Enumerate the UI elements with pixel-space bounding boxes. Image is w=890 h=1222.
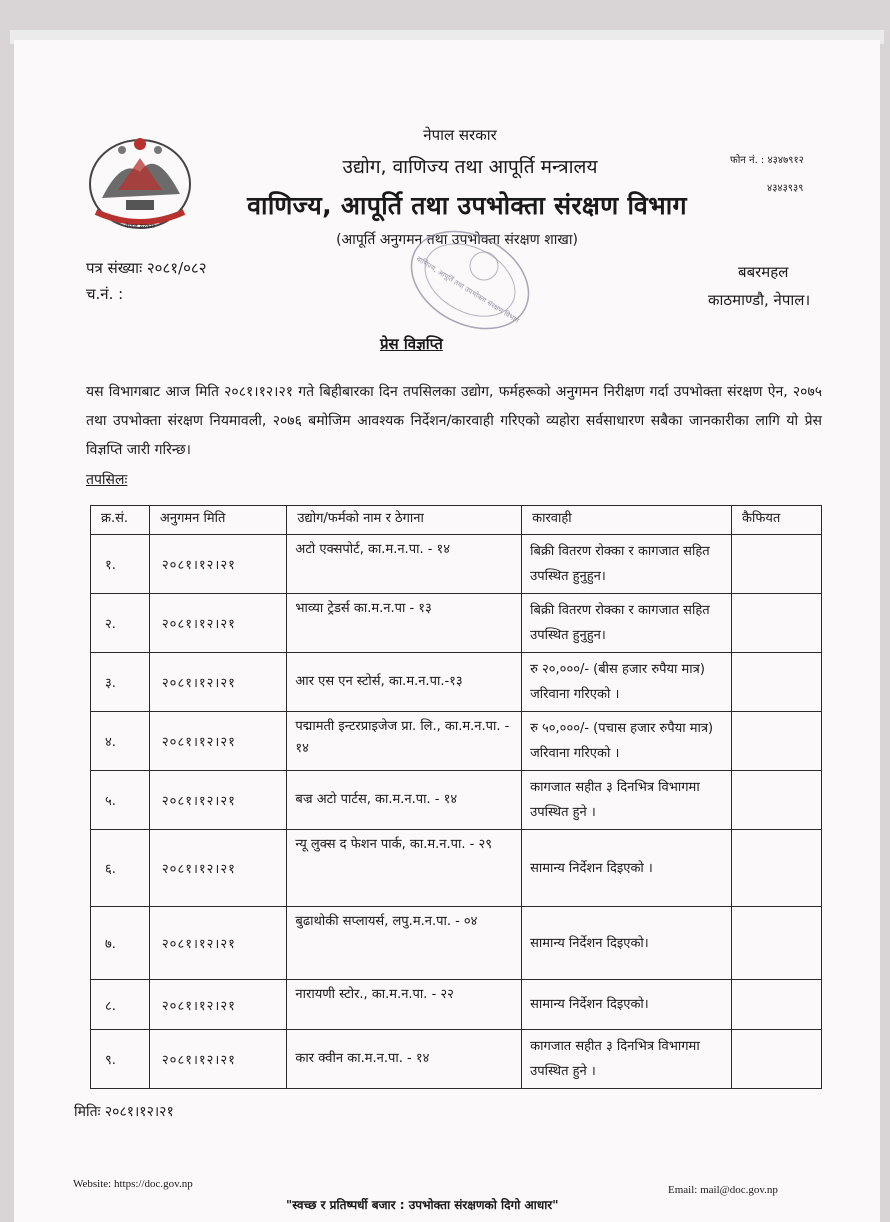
ministry-name: उद्योग, वाणिज्य तथा आपूर्ति मन्त्रालय <box>342 156 598 178</box>
row-firm-name: अटो एक्सपोर्ट, का.म.न.पा. - १४ <box>287 535 522 594</box>
row-action: सामान्य निर्देशन दिइएको । <box>522 830 732 907</box>
column-header-sn: क्र.सं. <box>91 506 150 535</box>
table-header-row <box>91 506 822 535</box>
table-row <box>91 535 822 594</box>
row-remarks <box>732 907 822 980</box>
row-sn: ४. <box>91 712 150 771</box>
emblem-text: नेपाल सरकार <box>125 223 155 230</box>
nepal-emblem-icon <box>82 128 198 232</box>
row-action: कागजात सहीत ३ दिनभित्र विभागमा उपस्थित हुने । <box>522 1030 732 1089</box>
issue-date: मितिः २०८१।१२।२१ <box>74 1104 174 1120</box>
row-action: सामान्य निर्देशन दिइएको। <box>522 907 732 980</box>
table-row <box>91 830 822 907</box>
row-firm-name: कार क्वीन का.म.न.पा. - १४ <box>287 1030 522 1089</box>
table-row <box>91 907 822 980</box>
phone-number-2: ४३४३९३९ <box>767 183 804 194</box>
row-sn: १. <box>91 535 150 594</box>
row-remarks <box>732 980 822 1030</box>
row-action: रु २०,०००/- (बीस हजार रुपैया मात्र) जरिवाना गरिएको । <box>522 653 732 712</box>
column-header-name: उद्योग/फर्मको नाम र ठेगाना <box>287 506 522 535</box>
row-date: २०८१।१२।२१ <box>149 980 287 1030</box>
dispatch-number: च.नं. : <box>86 285 124 303</box>
table-row <box>91 712 822 771</box>
row-firm-name: न्यू लुक्स द फेशन पार्क, का.म.न.पा. - २९ <box>287 830 522 907</box>
row-date: २०८१।१२।२१ <box>149 830 287 907</box>
row-date: २०८१।१२।२१ <box>149 1030 287 1089</box>
row-remarks <box>732 535 822 594</box>
row-sn: ८. <box>91 980 150 1030</box>
row-remarks <box>732 653 822 712</box>
table-row <box>91 771 822 830</box>
row-firm-name: आर एस एन स्टोर्स, का.म.न.पा.-१३ <box>287 653 522 712</box>
row-action: सामान्य निर्देशन दिइएको। <box>522 980 732 1030</box>
row-remarks <box>732 594 822 653</box>
inspection-table <box>90 505 822 1089</box>
table-row <box>91 980 822 1030</box>
row-date: २०८१।१२।२१ <box>149 771 287 830</box>
row-action: बिक्री वितरण रोक्का र कागजात सहित उपस्थित हुनुहुन। <box>522 594 732 653</box>
department-stamp-icon <box>398 230 538 340</box>
row-sn: ३. <box>91 653 150 712</box>
location-line-1: बबरमहल <box>738 263 789 281</box>
row-sn: ९. <box>91 1030 150 1089</box>
row-firm-name: पद्मामती इन्टरप्राइजेज प्रा. लि., का.म.न.पा. - १४ <box>287 712 522 771</box>
row-sn: ५. <box>91 771 150 830</box>
table-row <box>91 653 822 712</box>
column-header-date: अनुगमन मिति <box>149 506 287 535</box>
phone-number-1: फोन नं. : ४३४७९१२ <box>730 155 804 166</box>
row-date: २०८१।१२।२१ <box>149 907 287 980</box>
row-action: कागजात सहीत ३ दिनभित्र विभागमा उपस्थित हुने । <box>522 771 732 830</box>
row-sn: ६. <box>91 830 150 907</box>
row-remarks <box>732 830 822 907</box>
row-date: २०८१।१२।२१ <box>149 594 287 653</box>
department-name: वाणिज्य, आपूर्ति तथा उपभोक्ता संरक्षण विभाग <box>247 191 687 220</box>
row-date: २०८१।१२।२१ <box>149 712 287 771</box>
column-header-remarks: कैफियत <box>732 506 822 535</box>
details-label: तपसिलः <box>86 472 128 488</box>
notice-title: प्रेस विज्ञप्ति <box>380 335 443 353</box>
row-remarks <box>732 712 822 771</box>
row-firm-name: नारायणी स्टोर., का.म.न.पा. - २२ <box>287 980 522 1030</box>
government-name: नेपाल सरकार <box>423 126 497 144</box>
row-firm-name: भाव्या ट्रेडर्स का.म.न.पा - १३ <box>287 594 522 653</box>
table-row <box>91 594 822 653</box>
slogan: "स्वच्छ र प्रतिष्पर्धी बजार : उपभोक्ता संरक्षणको दिगो आधार" <box>286 1198 559 1212</box>
website-text: Website: https://doc.gov.np <box>73 1178 193 1190</box>
column-header-action: कारवाही <box>522 506 732 535</box>
row-action: बिक्री वितरण रोक्का र कागजात सहित उपस्थित हुनुहुन। <box>522 535 732 594</box>
location-line-2: काठमाण्डौ, नेपाल। <box>708 291 811 309</box>
row-sn: ७. <box>91 907 150 980</box>
row-remarks <box>732 1030 822 1089</box>
row-remarks <box>732 771 822 830</box>
row-date: २०८१।१२।२१ <box>149 653 287 712</box>
reference-number: पत्र संख्याः २०८१/०८२ <box>86 259 207 277</box>
table-row <box>91 1030 822 1089</box>
branch-name: (आपूर्ति अनुगमन तथा उपभोक्ता संरक्षण शाखा) <box>336 232 578 248</box>
stamp-text: वाणिज्य, आपूर्ति तथा उपभोक्ता संरक्षण विभाग <box>414 254 521 325</box>
row-sn: २. <box>91 594 150 653</box>
row-date: २०८१।१२।२१ <box>149 535 287 594</box>
row-firm-name: बुढाथोकी सप्लायर्स, लपु.म.न.पा. - ०४ <box>287 907 522 980</box>
row-action: रु ५०,०००/- (पचास हजार रुपैया मात्र) जरिवाना गरिएको । <box>522 712 732 771</box>
notice-body: यस विभागबाट आज मिति २०८१।१२।२१ गते बिहीबारका दिन तपसिलका उद्योग, फर्महरूको अनुगमन निरीक्षण गर्दा उपभोक्ता संरक्षण ऐन, २०७५ तथा उपभोक्ता संरक्षण नियमावली, २०७६ बमोजिम आवश्यक निर्देशन/कारवाही गरिएको व्यहोरा सर्वसाधारण सबैका जानकारीका लागि यो प्रेस विज्ञप्ति जारी गरिन्छ। <box>86 384 822 458</box>
email-text: Email: mail@doc.gov.np <box>668 1184 778 1196</box>
row-firm-name: बज्र अटो पार्टस, का.म.न.पा. - १४ <box>287 771 522 830</box>
